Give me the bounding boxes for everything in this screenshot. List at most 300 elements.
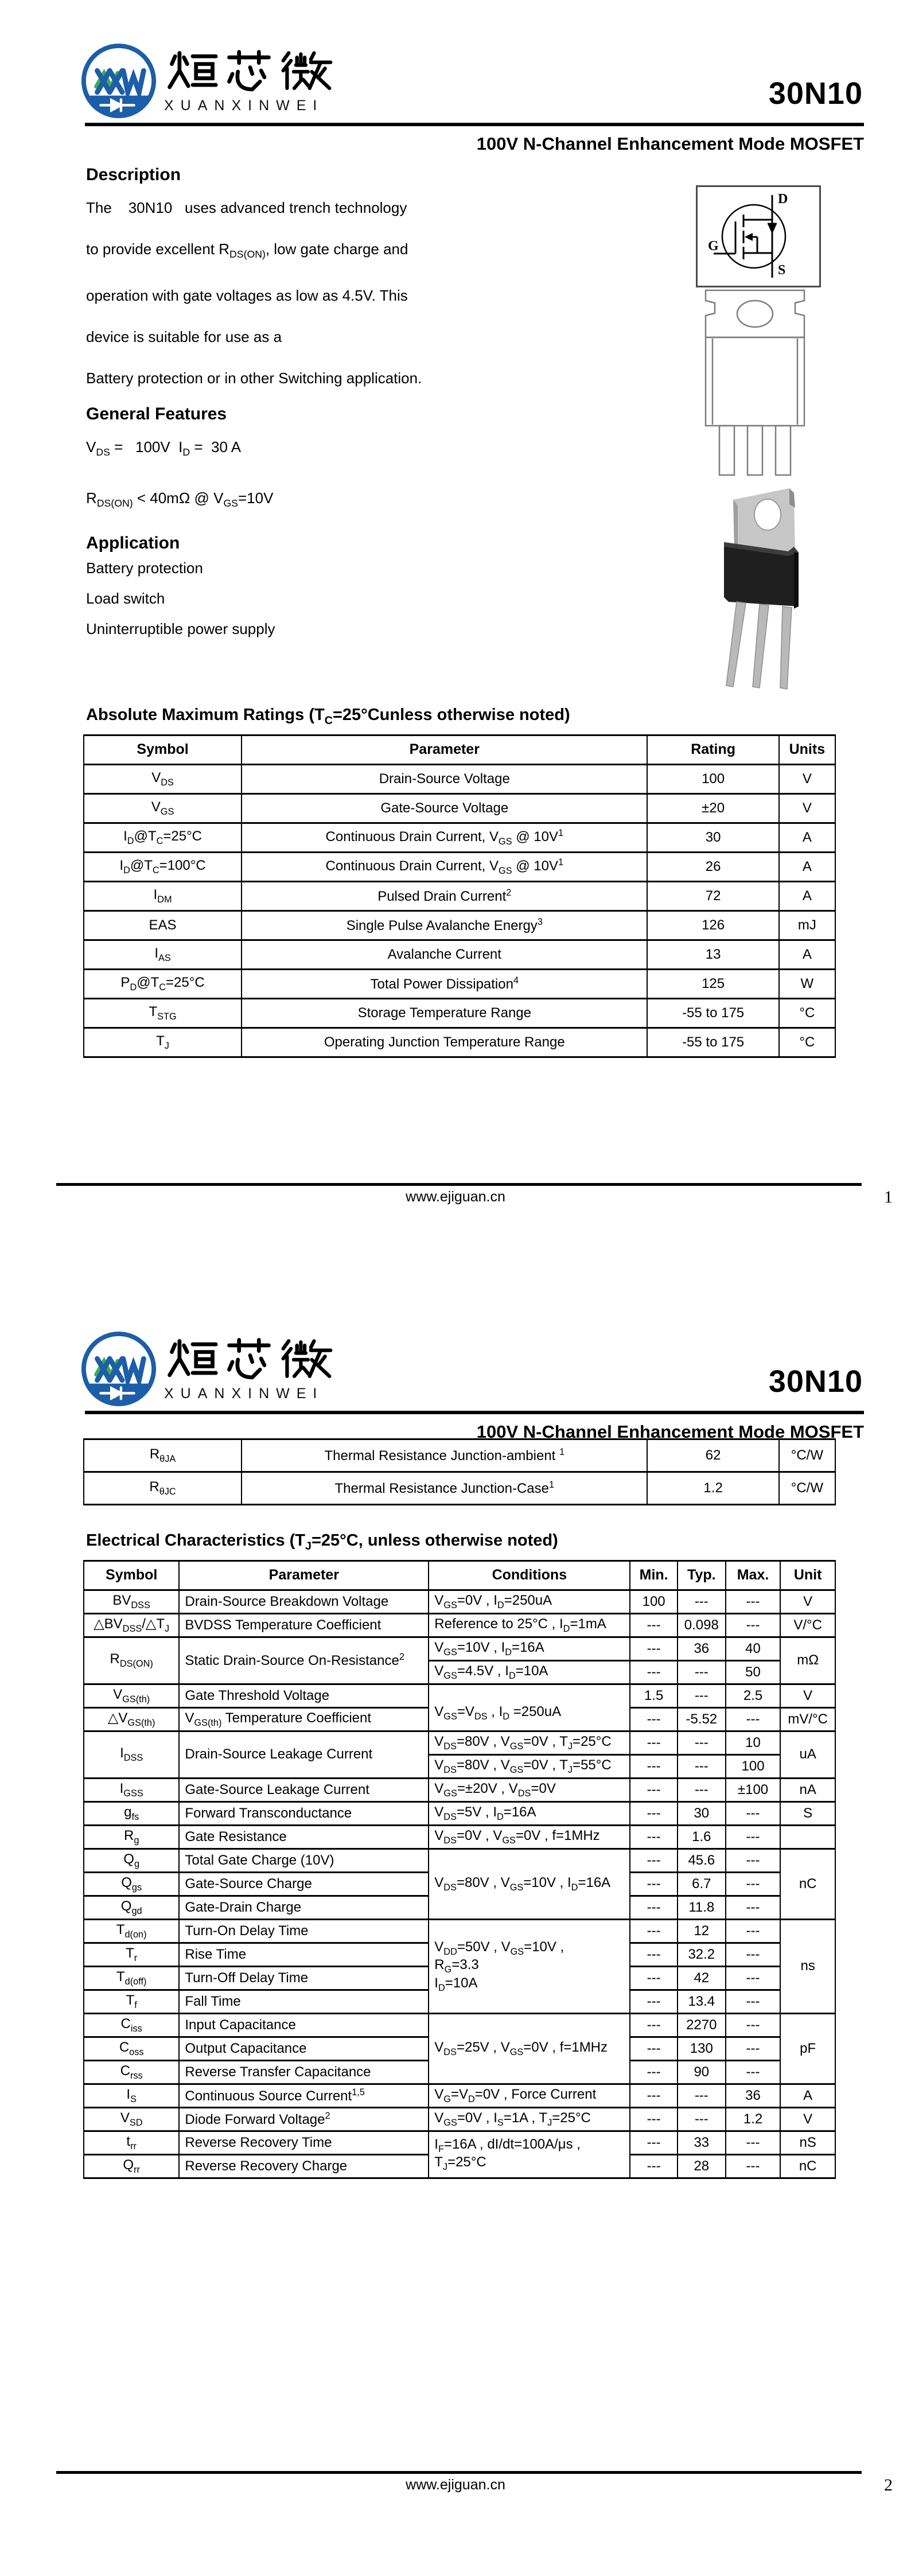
abs-max-heading: Absolute Maximum Ratings ($T_C=25^\circ Cunless$ otherwise noted) (86, 706, 570, 727)
table-row (84, 793, 835, 823)
logo-chinese-name (164, 47, 334, 96)
cell-typ: 36 (678, 1637, 726, 1660)
cell-conditions: $V_{GS}=4.5V$ , $I_D=10A$ (429, 1660, 630, 1684)
cell-unit: V (780, 1590, 835, 1613)
cell-typ: 0.098 (678, 1613, 726, 1637)
cell-parameter: Storage Temperature Range (242, 998, 647, 1028)
gate-label: G (708, 239, 719, 254)
cell-min: --- (630, 2013, 678, 2037)
footer-url: www.ejiguan.cn (406, 2477, 505, 2493)
table-row (84, 969, 835, 998)
cell-conditions: $V_{DS}=80V$ , $V_{GS}=10V$ , $I_D=16A$ (429, 1849, 630, 1919)
cell-min: --- (630, 1660, 678, 1684)
col-header-symbol: Symbol (84, 1561, 179, 1590)
cell-parameter: Continuous Source Current$^{1,5}$ (179, 2084, 429, 2107)
application-item: Load switch (86, 589, 165, 607)
cell-rating: -55 to 175 (647, 998, 778, 1028)
cell-max: --- (726, 1872, 781, 1896)
cell-symbol: $T_r$ (84, 1943, 179, 1966)
cell-symbol: $I_D@T_C=100^\circ C$ (84, 852, 242, 881)
cell-symbol: $V_{SD}$ (84, 2107, 179, 2131)
cell-conditions: $V_{DS}=25V$ , $V_{GS}=0V$ , f=1MHz (429, 2013, 630, 2084)
cell-unit: mV/°C (780, 1707, 835, 1731)
table-row (84, 1801, 835, 1825)
cell-typ: 32.2 (678, 1943, 726, 1966)
cell-min: --- (630, 1637, 678, 1660)
cell-parameter: Gate-Drain Charge (179, 1896, 429, 1919)
logo-chinese-name (164, 1335, 334, 1384)
cell-max: ±100 (726, 1778, 781, 1801)
cell-unit: pF (780, 2013, 835, 2084)
company-logo (79, 1329, 334, 1408)
page-title: 100V N-Channel Enhancement Mode MOSFET (476, 134, 864, 154)
logo-text (164, 1329, 334, 1402)
cell-symbol: $C_{rss}$ (84, 2060, 179, 2084)
cell-parameter: Total Gate Charge (10V) (179, 1849, 429, 1872)
table-row (84, 764, 835, 793)
cell-min: 100 (630, 1590, 678, 1613)
cell-max: 1.2 (726, 2107, 781, 2131)
cell-conditions: $V_G=V_D=0V$ , Force Current (429, 2084, 630, 2107)
application-heading: Application (86, 533, 180, 552)
cell-min: --- (630, 1872, 678, 1896)
description-line: device is suitable for use as a (86, 328, 282, 346)
cell-typ: --- (678, 1731, 726, 1754)
hanzi-wei-icon (279, 1335, 334, 1384)
cell-max: --- (726, 2131, 781, 2154)
cell-symbol: $C_{iss}$ (84, 2013, 179, 2037)
cell-symbol: $C_{oss}$ (84, 2037, 179, 2060)
cell-symbol: $T_{STG}$ (84, 998, 242, 1028)
table-row (84, 852, 835, 881)
table-row (84, 1472, 835, 1505)
cell-typ: --- (678, 1590, 726, 1613)
hanzi-xin-icon (221, 1335, 277, 1384)
table-row (84, 1028, 835, 1057)
footer-rule (56, 2471, 862, 2474)
elec-char-heading: Electrical Characteristics ($T_J=25^\circ C$, unless otherwise noted) (86, 1531, 558, 1552)
cell-typ: -5.52 (678, 1707, 726, 1731)
logo-badge-icon (79, 41, 158, 120)
cell-max: --- (726, 1613, 781, 1637)
cell-typ: --- (678, 2084, 726, 2107)
part-number: 30N10 (768, 1364, 863, 1399)
cell-rating: -55 to 175 (647, 1028, 778, 1057)
cell-max: 2.5 (726, 1684, 781, 1707)
cell-parameter: Gate-Source Leakage Current (179, 1778, 429, 1801)
table-row (84, 2131, 835, 2154)
description-paragraph (86, 187, 677, 399)
cell-parameter: Forward Transconductance (179, 1801, 429, 1825)
cell-units: °C (779, 1028, 835, 1057)
table-row (84, 1825, 835, 1849)
cell-typ: 11.8 (678, 1896, 726, 1919)
cell-typ: 42 (678, 1966, 726, 1990)
table-row (84, 823, 835, 852)
cell-unit: uA (780, 1731, 835, 1778)
cell-min: --- (630, 1801, 678, 1825)
table-row (84, 1731, 835, 1754)
cell-min: 1.5 (630, 1684, 678, 1707)
cell-conditions: $V_{DS}=80V$ , $V_{GS}=0V$ , $T_J=25^\circ C$ (429, 1731, 630, 1754)
cell-symbol: $T_{d(off)}$ (84, 1966, 179, 1990)
cell-value: 62 (647, 1439, 778, 1472)
description-line: to provide excellent $R_{DS(ON)}$, low gate charge and (86, 240, 408, 260)
cell-max: 50 (726, 1660, 781, 1684)
general-features-list (86, 424, 677, 526)
table-row (84, 940, 835, 969)
cell-max: 10 (726, 1731, 781, 1754)
cell-parameter: Turn-Off Delay Time (179, 1966, 429, 1990)
table-row (84, 1613, 835, 1637)
cell-max: 100 (726, 1754, 781, 1778)
cell-typ: --- (678, 1778, 726, 1801)
left-column (86, 165, 677, 644)
cell-conditions: $V_{GS}=0V$ , $I_S=1A$ , $T_J=25^\circ C$ (429, 2107, 630, 2131)
cell-conditions: $I_F=16A$ , dI/dt=100A/μs , $T_J=25^\circ C$ (429, 2131, 630, 2178)
cell-min: --- (630, 1919, 678, 1943)
elec-char-table (83, 1560, 836, 2179)
cell-symbol: $V_{GS}$ (84, 793, 242, 823)
col-header-parameter: Parameter (242, 735, 647, 764)
cell-min: --- (630, 1754, 678, 1778)
cell-max: --- (726, 1966, 781, 1990)
cell-parameter: Thermal Resistance Junction-Case$^1$ (242, 1472, 647, 1505)
cell-units: mJ (779, 910, 835, 940)
col-header-rating: Rating (647, 735, 778, 764)
cell-unit: V (780, 2107, 835, 2131)
cell-max: --- (726, 1825, 781, 1849)
cell-min: --- (630, 2037, 678, 2060)
cell-parameter: Continuous Drain Current, $V_{GS}$ @ $10V^1$ (242, 823, 647, 852)
table-row (84, 2084, 835, 2107)
cell-min: --- (630, 1896, 678, 1919)
cell-unit: °C/W (779, 1439, 835, 1472)
cell-typ: 130 (678, 2037, 726, 2060)
cell-unit: mΩ (780, 1637, 835, 1684)
cell-conditions: $V_{DD}=50V$ , $V_{GS}=10V$ , $R_G=3.3$ $I_D=10A$ (429, 1919, 630, 2013)
cell-max: --- (726, 2037, 781, 2060)
cell-typ: 13.4 (678, 1990, 726, 2013)
cell-parameter: Gate Threshold Voltage (179, 1684, 429, 1707)
application-item: Battery protection (86, 559, 203, 577)
cell-typ: 30 (678, 1801, 726, 1825)
cell-symbol: $P_D@T_C=25^\circ C$ (84, 969, 242, 998)
cell-unit: nA (780, 1778, 835, 1801)
cell-parameter: Continuous Drain Current, $V_{GS}$ @ $10V^1$ (242, 852, 647, 881)
cell-typ: 90 (678, 2060, 726, 2084)
col-header-conditions: Conditions (429, 1561, 630, 1590)
cell-rating: 126 (647, 910, 778, 940)
cell-parameter: Total Power Dissipation$^4$ (242, 969, 647, 998)
col-header-unit: Unit (780, 1561, 835, 1590)
cell-parameter: Rise Time (179, 1943, 429, 1966)
cell-parameter: Gate-Source Charge (179, 1872, 429, 1896)
abs-max-table (83, 734, 836, 1058)
cell-unit: V (780, 1684, 835, 1707)
cell-max: --- (726, 2154, 781, 2178)
cell-max: --- (726, 1801, 781, 1825)
cell-max: --- (726, 1943, 781, 1966)
cell-min: --- (630, 1849, 678, 1872)
table-row (84, 1637, 835, 1660)
cell-symbol: $T_J$ (84, 1028, 242, 1057)
cell-typ: 6.7 (678, 1872, 726, 1896)
cell-units: V (779, 764, 835, 793)
description-line: The 30N10 uses advanced trench technology (86, 199, 407, 216)
cell-units: A (779, 881, 835, 910)
cell-symbol: $R_{\theta JC}$ (84, 1472, 242, 1505)
cell-max: --- (726, 1707, 781, 1731)
cell-unit: °C/W (779, 1472, 835, 1505)
package-photo-icon (703, 485, 817, 692)
cell-parameter: Reverse Recovery Charge (179, 2154, 429, 2178)
cell-typ: 12 (678, 1919, 726, 1943)
cell-symbol: $Q_{gs}$ (84, 1872, 179, 1896)
cell-parameter: Operating Junction Temperature Range (242, 1028, 647, 1057)
cell-max: --- (726, 1919, 781, 1943)
col-header-parameter: Parameter (179, 1561, 429, 1590)
table-row (84, 2013, 835, 2037)
cell-conditions: $V_{DS}=80V$ , $V_{GS}=0V$ , $T_J=55^\circ C$ (429, 1754, 630, 1778)
mosfet-symbol-icon (698, 187, 816, 282)
cell-max: --- (726, 1990, 781, 2013)
cell-rating: ±20 (647, 793, 778, 823)
cell-symbol: $T_f$ (84, 1990, 179, 2013)
cell-units: °C (779, 998, 835, 1028)
cell-parameter: Pulsed Drain Current$^2$ (242, 881, 647, 910)
cell-typ: 1.6 (678, 1825, 726, 1849)
cell-symbol: $Q_{gd}$ (84, 1896, 179, 1919)
cell-min: --- (630, 1731, 678, 1754)
cell-units: A (779, 940, 835, 969)
cell-unit: nC (780, 2154, 835, 2178)
table-row (84, 1684, 835, 1707)
cell-conditions: $V_{GS}=V_{DS}$ , $I_D =250uA$ (429, 1684, 630, 1731)
cell-symbol: $\triangle BV_{DSS}/\triangle T_J$ (84, 1613, 179, 1637)
cell-conditions: $V_{GS}=10V$ , $I_D=16A$ (429, 1637, 630, 1660)
cell-symbol: $V_{DS}$ (84, 764, 242, 793)
cell-unit (780, 1825, 835, 1849)
cell-unit: nC (780, 1849, 835, 1919)
page-number: 2 (884, 2476, 893, 2495)
description-heading: Description (86, 165, 181, 184)
cell-max: 36 (726, 2084, 781, 2107)
cell-parameter: Output Capacitance (179, 2037, 429, 2060)
cell-rating: 26 (647, 852, 778, 881)
cell-max: --- (726, 2013, 781, 2037)
cell-parameter: Input Capacitance (179, 2013, 429, 2037)
table-row (84, 1778, 835, 1801)
cell-min: --- (630, 1966, 678, 1990)
hanzi-xuan-icon (164, 1335, 219, 1384)
cell-symbol: $T_{d(on)}$ (84, 1919, 179, 1943)
general-features-heading: General Features (86, 404, 227, 424)
part-number: 30N10 (768, 76, 863, 111)
application-list (86, 553, 677, 644)
table-row (84, 1849, 835, 1872)
table-header-row (84, 1561, 835, 1590)
cell-max: --- (726, 1849, 781, 1872)
cell-parameter: Thermal Resistance Junction-ambient $^1$ (242, 1439, 647, 1472)
source-label: S (778, 263, 786, 278)
cell-conditions: $V_{DS}=5V$ , $I_D=16A$ (429, 1801, 630, 1825)
cell-max: --- (726, 1590, 781, 1613)
cell-symbol: $I_S$ (84, 2084, 179, 2107)
description-line: operation with gate voltages as low as 4.5V. This (86, 287, 408, 305)
footer-url: www.ejiguan.cn (406, 1189, 505, 1205)
cell-min: --- (630, 1613, 678, 1637)
cell-min: --- (630, 1943, 678, 1966)
cell-rating: 100 (647, 764, 778, 793)
table-row (84, 1919, 835, 1943)
elec-char-section (83, 1531, 836, 2179)
cell-unit: V/°C (780, 1613, 835, 1637)
cell-min: --- (630, 2131, 678, 2154)
col-header-max: Max. (726, 1561, 781, 1590)
cell-typ: 28 (678, 2154, 726, 2178)
company-logo (79, 41, 334, 120)
logo-badge-icon (79, 1329, 158, 1408)
cell-parameter: Reverse Recovery Time (179, 2131, 429, 2154)
feature-line: $R_{DS(ON)} < 40m\Omega$ @ $V_{GS}=10V$ (86, 489, 274, 509)
cell-typ: 45.6 (678, 1849, 726, 1872)
cell-units: W (779, 969, 835, 998)
cell-parameter: Gate Resistance (179, 1825, 429, 1849)
cell-min: --- (630, 2107, 678, 2131)
cell-unit: S (780, 1801, 835, 1825)
cell-typ: --- (678, 1754, 726, 1778)
feature-line: $V_{DS} = 100V$ $I_D = 30$ A (86, 438, 242, 458)
table-row (84, 2107, 835, 2131)
cell-parameter: Gate-Source Voltage (242, 793, 647, 823)
drain-label: D (778, 192, 788, 207)
table-header-row (84, 735, 835, 764)
footer-rule (56, 1183, 862, 1186)
logo-english-name: XUANXINWEI (164, 98, 324, 114)
cell-symbol: $t_{rr}$ (84, 2131, 179, 2154)
cell-typ: --- (678, 1660, 726, 1684)
cell-min: --- (630, 1825, 678, 1849)
cell-parameter: Single Pulse Avalanche Energy$^3$ (242, 910, 647, 940)
cell-min: --- (630, 1990, 678, 2013)
cell-conditions: $V_{DS}=0V$ , $V_{GS}=0V$ , f=1MHz (429, 1825, 630, 1849)
cell-symbol: $\triangle V_{GS(th)}$ (84, 1707, 179, 1731)
cell-rating: 30 (647, 823, 778, 852)
cell-unit: A (780, 2084, 835, 2107)
cell-symbol: $I_{DM}$ (84, 881, 242, 910)
cell-conditions: Reference to 25°C , $I_D=1mA$ (429, 1613, 630, 1637)
cell-symbol: $R_{\theta JA}$ (84, 1439, 242, 1472)
logo-text (164, 41, 334, 114)
cell-symbol: $Q_{rr}$ (84, 2154, 179, 2178)
cell-typ: --- (678, 1684, 726, 1707)
logo-english-name: XUANXINWEI (164, 1386, 324, 1402)
cell-units: V (779, 793, 835, 823)
cell-parameter: Drain-Source Voltage (242, 764, 647, 793)
col-header-units: Units (779, 735, 835, 764)
cell-symbol: $I_{DSS}$ (84, 1731, 179, 1778)
cell-parameter: Static Drain-Source On-Resistance$^2$ (179, 1637, 429, 1684)
cell-rating: 13 (647, 940, 778, 969)
header-rule (85, 1411, 864, 1414)
cell-conditions: $V_{GS}=\pm 20V$ , $V_{DS}=0V$ (429, 1778, 630, 1801)
cell-min: --- (630, 1778, 678, 1801)
cell-symbol: $R_{DS(ON)}$ (84, 1637, 179, 1684)
cell-typ: 2270 (678, 2013, 726, 2037)
cell-conditions: $V_{GS}=0V$ , $I_D=250uA$ (429, 1590, 630, 1613)
page-title: 100V N-Channel Enhancement Mode MOSFET (476, 1422, 864, 1442)
cell-symbol: $Q_g$ (84, 1849, 179, 1872)
hanzi-xuan-icon (164, 47, 219, 96)
cell-min: --- (630, 2084, 678, 2107)
cell-min: --- (630, 2060, 678, 2084)
cell-symbol: $BV_{DSS}$ (84, 1590, 179, 1613)
page-number: 1 (884, 1188, 893, 1207)
cell-parameter: Reverse Transfer Capacitance (179, 2060, 429, 2084)
cell-unit: nS (780, 2131, 835, 2154)
cell-units: A (779, 823, 835, 852)
col-header-min: Min. (630, 1561, 678, 1590)
col-header-typ: Typ. (678, 1561, 726, 1590)
cell-parameter: Drain-Source Leakage Current (179, 1731, 429, 1778)
table-row (84, 1439, 835, 1472)
col-header-symbol: Symbol (84, 735, 242, 764)
cell-typ: 33 (678, 2131, 726, 2154)
cell-symbol: $I_{GSS}$ (84, 1778, 179, 1801)
cell-value: 1.2 (647, 1472, 778, 1505)
application-item: Uninterruptible power supply (86, 620, 275, 637)
cell-symbol: $I_D@T_C=25^\circ C$ (84, 823, 242, 852)
cell-parameter: Avalanche Current (242, 940, 647, 969)
cell-typ: --- (678, 2107, 726, 2131)
cell-max: --- (726, 2060, 781, 2084)
hanzi-wei-icon (279, 47, 334, 96)
cell-rating: 125 (647, 969, 778, 998)
cell-min: --- (630, 1707, 678, 1731)
cell-symbol: $R_g$ (84, 1825, 179, 1849)
cell-symbol: $V_{GS(th)}$ (84, 1684, 179, 1707)
thermal-table (83, 1438, 836, 1505)
cell-parameter: Drain-Source Breakdown Voltage (179, 1590, 429, 1613)
cell-parameter: Fall Time (179, 1990, 429, 2013)
hanzi-xin-icon (221, 47, 277, 96)
thermal-section (83, 1438, 836, 1505)
cell-parameter: BVDSS Temperature Coefficient (179, 1613, 429, 1637)
cell-max: 40 (726, 1637, 781, 1660)
description-line: Battery protection or in other Switching application. (86, 369, 422, 387)
header-rule (85, 123, 864, 126)
cell-rating: 72 (647, 881, 778, 910)
table-row (84, 910, 835, 940)
cell-min: --- (630, 2154, 678, 2178)
abs-max-section (83, 706, 836, 1058)
cell-parameter: $V_{GS(th)}$ Temperature Coefficient (179, 1707, 429, 1731)
cell-symbol: $I_{AS}$ (84, 940, 242, 969)
package-outline-icon (699, 287, 811, 481)
table-row (84, 998, 835, 1028)
mosfet-symbol-figure (696, 185, 821, 287)
cell-parameter: Diode Forward Voltage$^2$ (179, 2107, 429, 2131)
cell-parameter: Turn-On Delay Time (179, 1919, 429, 1943)
cell-units: A (779, 852, 835, 881)
cell-unit: ns (780, 1919, 835, 2013)
cell-symbol: EAS (84, 910, 242, 940)
table-row (84, 881, 835, 910)
table-row (84, 1590, 835, 1613)
page-2 (0, 1288, 911, 2576)
cell-symbol: $g_{fs}$ (84, 1801, 179, 1825)
